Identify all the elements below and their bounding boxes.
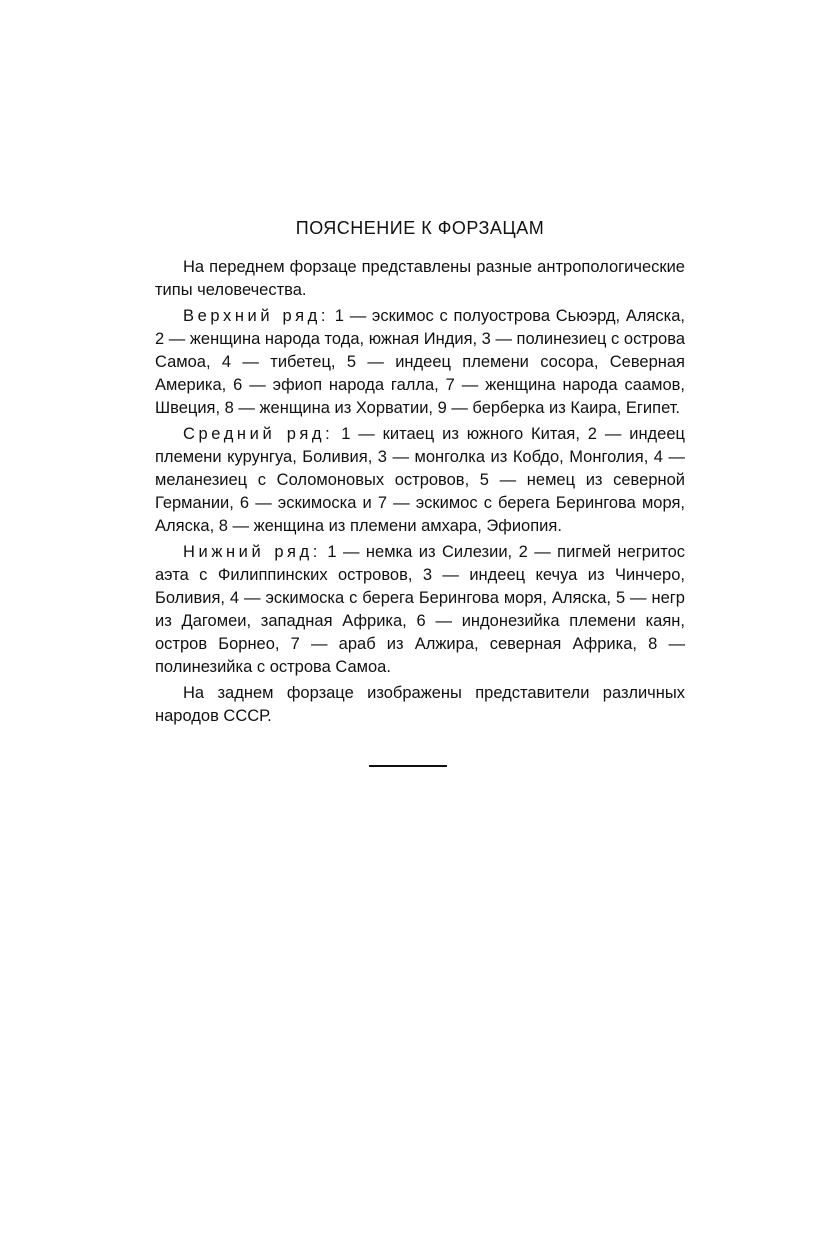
top-row-text: 1 — эскимос с полуострова Сьюэрд, Аляска, 2 — женщина народа тода, южная Индия, 3 — полинезиец с острова Самоа, 4 — тибетец, 5 — индеец племени сосора, Северная Америка, 6 — эфиоп народа галла, 7 — женщина народа саамов, Швеция, 8 — женщина из Хорватии, 9 — берберка из Каира, Египет. (155, 307, 685, 417)
page-title: ПОЯСНЕНИЕ К ФОРЗАЦАМ (295, 218, 545, 238)
middle-row-label: Средний ряд: (183, 425, 334, 443)
bottom-row-paragraph (155, 541, 685, 679)
middle-row-text: 1 — китаец из южного Китая, 2 — индеец племени курунгуа, Боливия, 3 — монголка из Кобдо, Монголия, 4 — меланезиец с Соломоновых островов, 5 — немец из северной Германии, 6 — эскимоска и 7 — эскимос с берега Берингова моря, Аляска, 8 — женщина из племени амхара, Эфиопия. (155, 425, 685, 535)
back-endpaper-paragraph: На заднем форзаце изображены представители различных народов СССР. (155, 684, 685, 725)
top-row-label: Верхний ряд: (183, 307, 330, 325)
bottom-row-text: 1 — немка из Силезии, 2 — пигмей негритос аэта с Филиппинских островов, 3 — индеец кечуа из Чинчеро, Боливия, 4 — эскимоска с берега Берингова моря, Аляска, 5 — негр из Дагомеи, западная Африка, 6 — индонезийка племени каян, остров Борнео, 7 — араб из Алжира, северная Африка, 8 — полинезийка с острова Самоа. (155, 543, 685, 676)
explanation-text (155, 256, 685, 731)
middle-row-paragraph (155, 423, 685, 538)
intro-paragraph: На переднем форзаце представлены разные антропологические типы человечества. (155, 258, 685, 299)
section-divider (369, 765, 447, 767)
top-row-paragraph (155, 305, 685, 420)
bottom-row-label: Нижний ряд: (183, 543, 321, 561)
